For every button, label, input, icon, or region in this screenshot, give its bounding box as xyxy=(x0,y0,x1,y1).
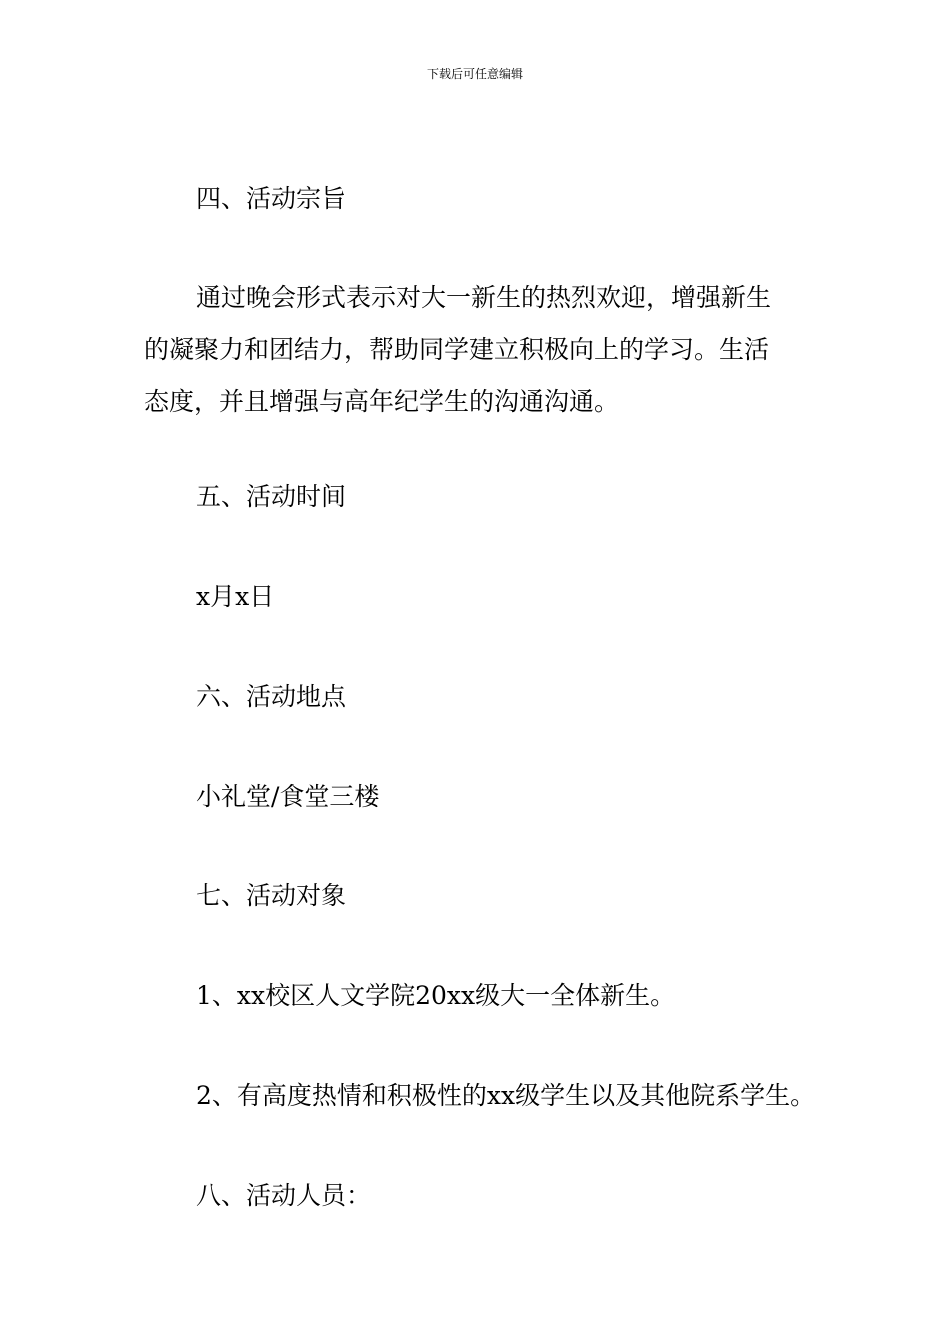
section-heading-staff: 八、活动人员： xyxy=(196,1181,372,1210)
time-value: x月x日 xyxy=(196,582,275,611)
purpose-paragraph xyxy=(144,272,810,428)
section-heading-purpose: 四、活动宗旨 xyxy=(196,184,347,213)
target-item-2: 2、有高度热情和积极性的xx级学生以及其他院系学生。 xyxy=(196,1081,816,1110)
section-heading-target: 七、活动对象 xyxy=(196,881,347,910)
place-value: 小礼堂/食堂三楼 xyxy=(196,782,380,811)
purpose-line-3: 态度，并且增强与高年纪学生的沟通沟通。 xyxy=(144,387,620,416)
section-heading-time: 五、活动时间 xyxy=(196,482,347,511)
target-item-1: 1、xx校区人文学院20xx级大一全体新生。 xyxy=(196,981,676,1010)
purpose-line-2: 的凝聚力和团结力，帮助同学建立积极向上的学习。生活 xyxy=(144,335,770,364)
purpose-line-1: 通过晚会形式表示对大一新生的热烈欢迎，增强新生 xyxy=(196,283,772,312)
section-heading-place: 六、活动地点 xyxy=(196,682,347,711)
page-header-note: 下载后可任意编辑 xyxy=(426,67,523,81)
